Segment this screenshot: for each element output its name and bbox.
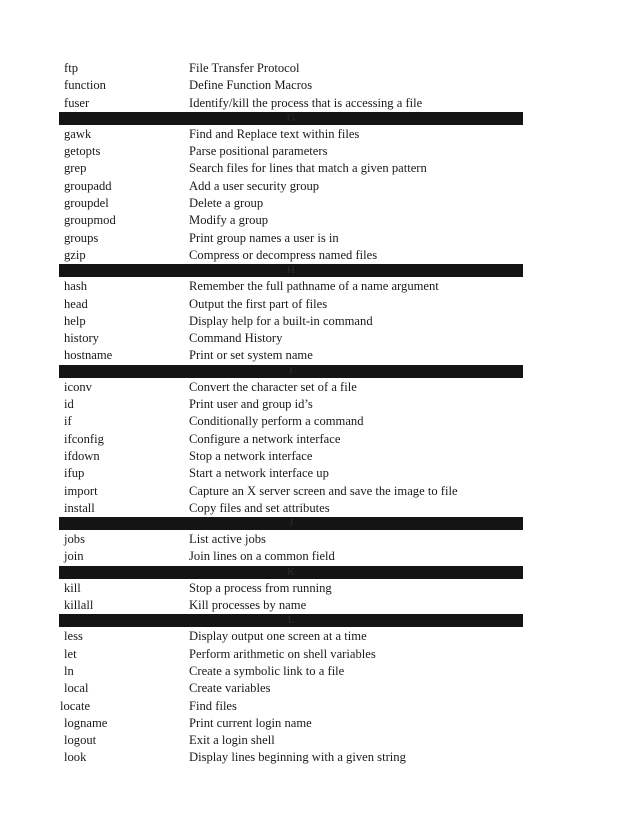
command-name: grep	[64, 161, 87, 176]
section-header-h: H	[59, 264, 523, 277]
command-description: List active jobs	[189, 532, 266, 547]
table-row	[59, 680, 523, 697]
table-row	[59, 347, 523, 364]
table-row	[59, 178, 523, 195]
table-row	[59, 663, 523, 680]
table-row	[59, 732, 523, 749]
table-row	[59, 396, 523, 413]
command-name: groupdel	[64, 196, 109, 211]
section-header-j: J	[59, 517, 523, 530]
command-name: local	[64, 681, 89, 696]
table-row	[59, 580, 523, 597]
table-row	[59, 212, 523, 229]
command-name: logname	[64, 715, 108, 730]
table-row	[59, 195, 523, 212]
command-description: File Transfer Protocol	[189, 61, 300, 75]
command-description: Kill processes by name	[189, 598, 307, 613]
command-description: Identify/kill the process that is accessing a file	[189, 95, 423, 110]
command-name: help	[64, 313, 86, 328]
command-description: Command History	[189, 331, 283, 346]
table-row	[59, 500, 523, 517]
command-name: locate	[60, 698, 91, 713]
table-row	[59, 628, 523, 645]
table-row	[59, 431, 523, 448]
command-name: id	[64, 397, 74, 412]
command-name: function	[64, 78, 106, 93]
command-description: Modify a group	[189, 213, 269, 228]
command-name: logout	[64, 733, 97, 748]
command-reference-table	[59, 60, 523, 767]
command-name: kill	[64, 580, 81, 595]
section-header-i: I	[59, 365, 523, 378]
table-row	[59, 126, 523, 143]
table-row	[59, 379, 523, 396]
command-description: Display help for a built-in command	[189, 313, 373, 328]
table-row	[59, 95, 523, 112]
command-description: Stop a process from running	[189, 580, 332, 595]
command-description: Stop a network interface	[189, 448, 313, 463]
command-description: Parse positional parameters	[189, 144, 328, 159]
command-name: getopts	[64, 144, 101, 159]
command-name: hostname	[64, 348, 113, 363]
command-description: Define Function Macros	[189, 78, 313, 93]
command-description: Print group names a user is in	[189, 230, 339, 245]
command-description: Find files	[189, 698, 237, 713]
table-row	[59, 60, 523, 77]
command-description: Find and Replace text within files	[189, 126, 360, 141]
command-description: Conditionally perform a command	[189, 414, 364, 429]
command-name: ftp	[64, 61, 78, 75]
table-row	[59, 531, 523, 548]
command-description: Create a symbolic link to a file	[189, 663, 345, 678]
table-row	[59, 413, 523, 430]
command-description: Add a user security group	[189, 178, 320, 193]
command-name: look	[64, 750, 87, 765]
command-name: less	[64, 629, 83, 644]
table-row	[59, 715, 523, 732]
command-name: iconv	[64, 379, 92, 394]
table-row	[59, 749, 523, 766]
command-description: Compress or decompress named files	[189, 247, 378, 262]
table-row	[59, 330, 523, 347]
command-description: Perform arithmetic on shell variables	[189, 646, 376, 661]
command-description: Print current login name	[189, 715, 312, 730]
table-row	[59, 143, 523, 160]
section-header-l: L	[59, 614, 523, 627]
command-description: Output the first part of files	[189, 296, 328, 311]
table-row	[59, 296, 523, 313]
table-row	[59, 646, 523, 663]
table-row	[59, 698, 523, 715]
command-name: ln	[64, 663, 74, 678]
table-row	[59, 278, 523, 295]
command-name: killall	[64, 598, 94, 613]
table-row	[59, 160, 523, 177]
command-name: groupadd	[64, 178, 112, 193]
command-description: Print user and group id’s	[189, 397, 313, 412]
command-name: if	[64, 414, 72, 429]
table-row	[59, 483, 523, 500]
command-name: ifdown	[64, 448, 100, 463]
command-name: groups	[64, 230, 99, 245]
command-description: Join lines on a common field	[189, 549, 335, 564]
command-description: Display lines beginning with a given string	[189, 750, 406, 765]
command-name: head	[64, 296, 88, 311]
command-name: ifup	[64, 466, 85, 481]
command-name: jobs	[64, 532, 85, 547]
command-description: Capture an X server screen and save the image to file	[189, 483, 458, 498]
command-name: groupmod	[64, 213, 116, 228]
command-name: import	[64, 483, 98, 498]
command-description: Print or set system name	[189, 348, 313, 363]
command-name: gzip	[64, 247, 86, 262]
command-description: Copy files and set attributes	[189, 500, 330, 515]
command-description: Search files for lines that match a given pattern	[189, 161, 427, 176]
command-name: fuser	[64, 95, 90, 110]
table-row	[59, 247, 523, 264]
table-row	[59, 597, 523, 614]
command-name: hash	[64, 279, 88, 294]
command-description: Delete a group	[189, 196, 264, 211]
command-name: history	[64, 331, 99, 346]
command-description: Start a network interface up	[189, 466, 329, 481]
command-description: Exit a login shell	[189, 733, 275, 748]
table-row	[59, 465, 523, 482]
table-row	[59, 548, 523, 565]
table-row	[59, 313, 523, 330]
command-description: Create variables	[189, 681, 271, 696]
command-description: Display output one screen at a time	[189, 629, 367, 644]
command-name: ifconfig	[64, 431, 104, 446]
command-name: gawk	[64, 126, 92, 141]
section-header-k: K	[59, 566, 523, 579]
table-row	[59, 448, 523, 465]
command-name: install	[64, 500, 95, 515]
command-name: join	[64, 549, 84, 564]
command-name: let	[64, 646, 77, 661]
section-header-g: G	[59, 112, 523, 125]
command-description: Remember the full pathname of a name argument	[189, 279, 439, 294]
command-description: Configure a network interface	[189, 431, 341, 446]
table-row	[59, 77, 523, 94]
table-row	[59, 230, 523, 247]
command-description: Convert the character set of a file	[189, 379, 357, 394]
